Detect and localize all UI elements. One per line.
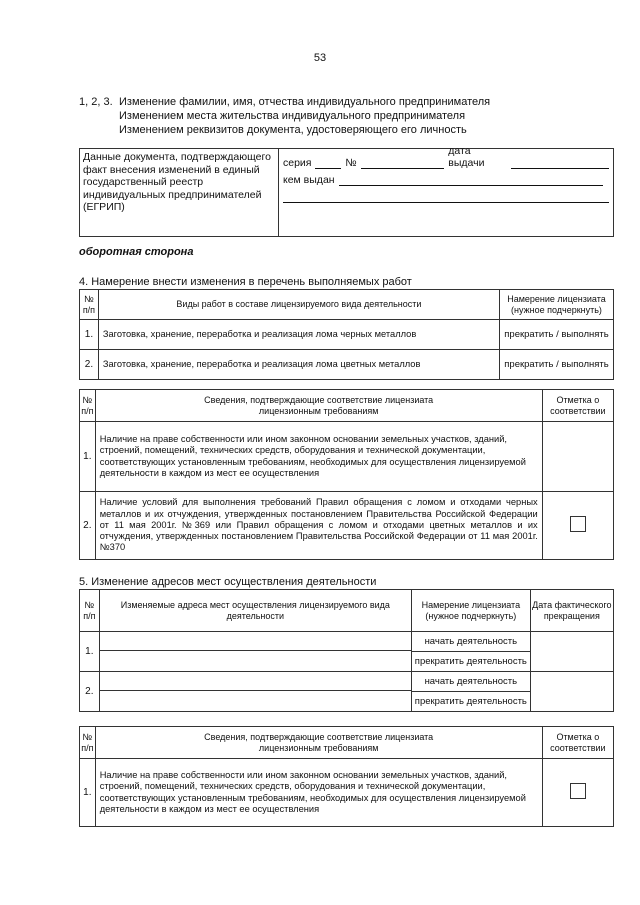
compliance-text: Наличие на праве собственности или ином законном основании земельных участков, зданий, строений, помещений, технических средств, оборудования и технической документации, соответствующих установленным требованиям, необходимых для осуществления лицензируемой деятельности в каждом из мест ее осуществления: [95, 759, 542, 827]
row-number: 2.: [80, 672, 100, 712]
stop-activity-option[interactable]: прекратить деятельность: [412, 691, 530, 711]
series-label: серия: [283, 157, 312, 169]
works-header-num: № п/п: [80, 290, 99, 320]
compliance-table-1: [79, 389, 614, 560]
series-field[interactable]: [315, 157, 341, 169]
issued-by-field-line-2[interactable]: [283, 191, 609, 203]
compliance-header-mark: Отметка о соответствии: [542, 390, 613, 422]
compliance-text: Наличие на праве собственности или ином законном основании земельных участков, зданий, строений, помещений, технических средств, оборудования и технической документации, соответствующих установленным требованиям, необходимых для осуществления лицензируемой деятельности в каждом из мест ее осуществления: [95, 422, 542, 492]
section-heading: [79, 95, 490, 137]
work-type: Заготовка, хранение, переработка и реализация лома черных металлов: [98, 320, 499, 350]
addresses-header-intent: Намерение лицензиата (нужное подчеркнуть): [412, 590, 531, 632]
compliance-mark-cell[interactable]: [542, 422, 613, 492]
heading-line-3: Изменением реквизитов документа, удостоверяющего его личность: [119, 124, 467, 136]
compliance-text: Наличие условий для выполнения требований Правил обращения с ломом и отходами черных металлов и их отчуждения, утвержденных постановлением Правительства Российской Федерации от 11 мая 2001г. №369 или Правил обращения с ломом и отходами цветных металлов и их отчуждения, утвержденных постановлением Правительства Российской Федерации от 11 мая 2001г. №370: [95, 492, 542, 560]
works-table: [79, 289, 614, 380]
table-row: [80, 492, 614, 560]
row-number: 1.: [80, 759, 96, 827]
compliance-checkbox[interactable]: [570, 516, 586, 532]
issued-by-label: кем выдан: [283, 174, 335, 186]
address-intent-cell: [412, 632, 531, 672]
table-row: [80, 759, 614, 827]
back-side-title: оборотная сторона: [79, 246, 194, 258]
issue-date-field[interactable]: [511, 157, 609, 169]
compliance-header-mark: Отметка о соответствии: [542, 727, 613, 759]
compliance-header-num: № п/п: [80, 390, 96, 422]
table-row: [80, 422, 614, 492]
addresses-header-num: № п/п: [80, 590, 100, 632]
document-data-fields: [279, 145, 614, 237]
work-type: Заготовка, хранение, переработка и реализация лома цветных металлов: [98, 350, 499, 380]
address-field-2[interactable]: [100, 651, 411, 671]
address-cell: [99, 632, 411, 672]
address-field[interactable]: [100, 632, 411, 651]
compliance-header-info: Сведения, подтверждающие соответствие лицензиата лицензионным требованиям: [95, 727, 542, 759]
table-row: [80, 632, 614, 672]
works-header-types: Виды работ в составе лицензируемого вида деятельности: [98, 290, 499, 320]
number-field[interactable]: [361, 157, 445, 169]
document-data-label: Данные документа, подтверждающего факт внесения изменений в единый государственный реестр индивидуальных предпринимателей (ЕГРИП): [80, 149, 279, 237]
table-row: [80, 320, 614, 350]
works-header-intent: Намерение лицензиата (нужное подчеркнуть): [499, 290, 613, 320]
row-number: 1.: [80, 632, 100, 672]
address-field-2[interactable]: [100, 691, 411, 711]
addresses-header-places: Изменяемые адреса мест осуществления лицензируемого вида деятельности: [99, 590, 411, 632]
issue-date-label: дата выдачи: [448, 145, 485, 169]
stop-activity-option[interactable]: прекратить деятельность: [412, 651, 530, 671]
document-data-table: [79, 145, 614, 237]
page-number: 53: [313, 52, 327, 64]
intent-choice[interactable]: прекратить / выполнять: [499, 320, 613, 350]
row-number: 1.: [80, 422, 96, 492]
row-number: 2.: [80, 350, 99, 380]
section-4-title: 4. Намерение внести изменения в перечень выполняемых работ: [79, 276, 412, 288]
heading-line-2: Изменением места жительства индивидуального предпринимателя: [119, 110, 466, 122]
row-number: 1.: [80, 320, 99, 350]
section-5-title: 5. Изменение адресов мест осуществления деятельности: [79, 576, 377, 588]
address-intent-cell: [412, 672, 531, 712]
address-field[interactable]: [100, 672, 411, 691]
compliance-mark-cell: [542, 492, 613, 560]
compliance-header-info: Сведения, подтверждающие соответствие лицензиата лицензионным требованиям: [95, 390, 542, 422]
start-activity-option[interactable]: начать деятельность: [424, 636, 518, 647]
addresses-header-date: Дата фактического прекращения: [530, 590, 613, 632]
compliance-header-num: № п/п: [80, 727, 96, 759]
issued-by-field[interactable]: [339, 174, 603, 186]
table-row: [80, 672, 614, 712]
intent-choice[interactable]: прекратить / выполнять: [499, 350, 613, 380]
stop-date-cell[interactable]: [530, 672, 613, 712]
number-label: №: [345, 157, 357, 169]
start-activity-option[interactable]: начать деятельность: [424, 676, 518, 687]
table-row: [80, 350, 614, 380]
heading-line-1: Изменение фамилии, имя, отчества индивидуального предпринимателя: [119, 96, 491, 108]
compliance-table-2: [79, 726, 614, 827]
address-cell: [99, 672, 411, 712]
compliance-checkbox[interactable]: [570, 783, 586, 799]
addresses-table: [79, 589, 614, 712]
row-number: 2.: [80, 492, 96, 560]
compliance-mark-cell: [542, 759, 613, 827]
heading-number: 1, 2, 3.: [79, 96, 113, 108]
stop-date-cell[interactable]: [530, 632, 613, 672]
